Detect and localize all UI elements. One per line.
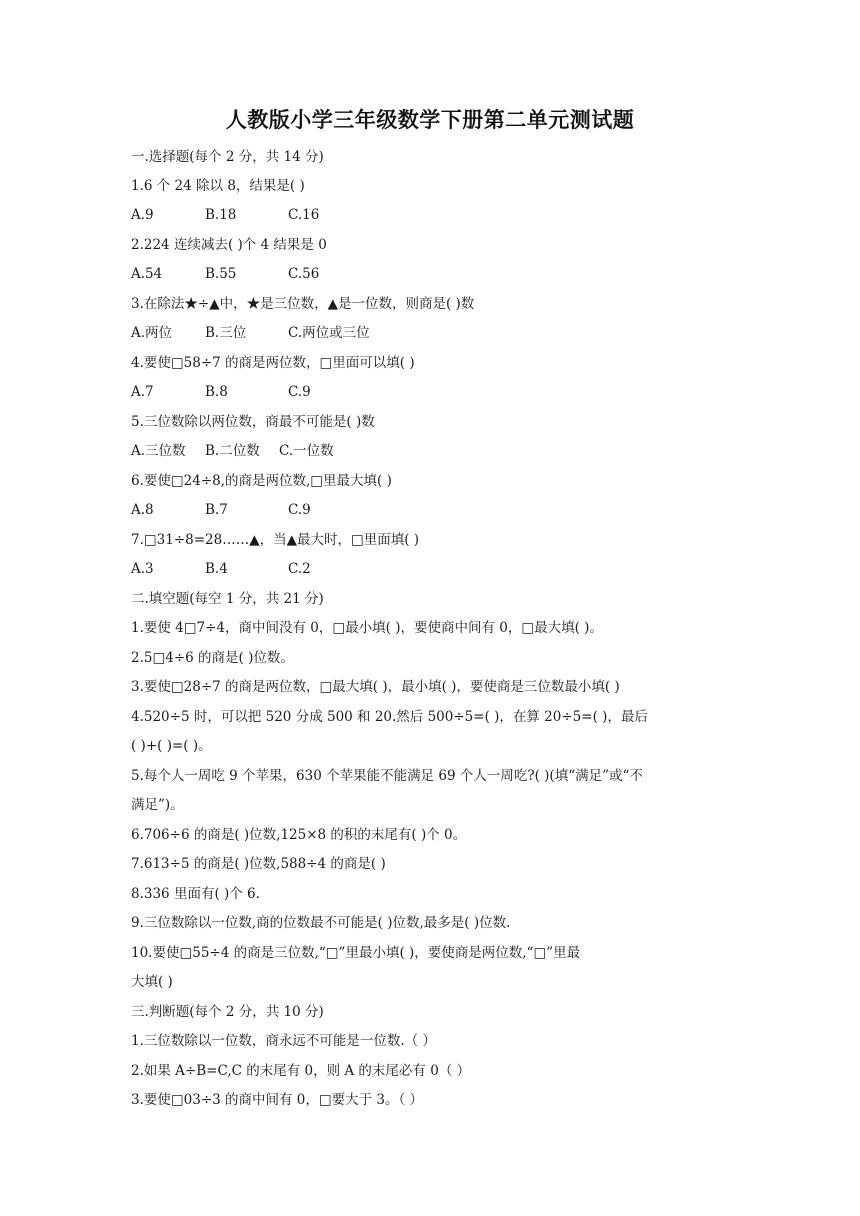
section-heading: 三.判断题(每个 2 分，共 10 分) [131,1004,324,1020]
option-c: C.一位数 [279,443,334,459]
question-text: 6.706÷6 的商是( )位数,125×8 的积的末尾有( )个 0。 [131,827,467,843]
question-text: 3.要使□28÷7 的商是两位数，□最大填( )，最小填( )，要使商是三位数最小填( ) [131,679,620,695]
option-b: B.8 [205,384,228,400]
question-text: 1.6 个 24 除以 8，结果是( ) [131,178,305,194]
question-text: 3.在除法★÷▲中，★是三位数，▲是一位数，则商是( )数 [131,296,475,312]
question-text: 9.三位数除以一位数,商的位数最不可能是( )位数,最多是( )位数. [131,915,511,931]
question-text: 8.336 里面有( )个 6. [131,886,260,902]
question-text: 3.要使□03÷3 的商中间有 0，□要大于 3。（ ） [131,1092,424,1108]
question-text: 1.要使 4□7÷4，商中间没有 0，□最小填( )，要使商中间有 0，□最大填( )。 [131,620,603,636]
question-text: 4.要使□58÷7 的商是两位数，□里面可以填( ) [131,355,415,371]
question-text: 1.三位数除以一位数，商永远不可能是一位数.（ ） [131,1033,436,1049]
option-c: C.9 [288,384,311,400]
question-text-continued: 大填( ) [131,974,173,990]
question-text: 10.要使□55÷4 的商是三位数,“□”里最小填( )，要使商是两位数,“□”里最 [131,945,581,961]
option-b: B.三位 [205,325,247,341]
option-b: B.55 [205,266,237,282]
option-a: A.三位数 [131,443,186,459]
question-text-continued: 满足”)。 [131,797,184,813]
question-text: 2.224 连续减去( )个 4 结果是 0 [131,237,327,253]
answer-options [131,265,736,283]
option-b: B.18 [205,207,237,223]
option-c: C.两位或三位 [288,325,370,341]
option-c: C.2 [288,561,311,577]
answer-options [131,206,736,224]
option-a: A.8 [131,502,154,518]
option-a: A.两位 [131,325,173,341]
answer-options [131,442,736,460]
answer-options [131,324,736,342]
option-a: A.3 [131,561,154,577]
answer-options [131,501,736,519]
question-text: 7.□31÷8=28……▲，当▲最大时，□里面填( ) [131,532,420,548]
option-b: B.4 [205,561,228,577]
question-text-continued: ( )+( )=( )。 [131,738,212,754]
option-a: A.7 [131,384,154,400]
option-b: B.二位数 [205,443,260,459]
question-text: 7.613÷5 的商是( )位数,588÷4 的商是( ) [131,856,386,872]
option-a: A.9 [131,207,154,223]
option-c: C.56 [288,266,320,282]
option-c: C.9 [288,502,311,518]
answer-options [131,560,736,578]
question-text: 2.如果 A÷B=C,C 的末尾有 0，则 A 的末尾必有 0（ ） [131,1063,471,1079]
section-heading: 二.填空题(每空 1 分，共 21 分) [131,591,324,607]
answer-options [131,383,736,401]
page-title: 人教版小学三年级数学下册第二单元测试题 [225,108,635,132]
option-b: B.7 [205,502,228,518]
option-a: A.54 [131,266,163,282]
question-text: 5.每个人一周吃 9 个苹果，630 个苹果能不能满足 69 个人一周吃?( )(填“满足”或“不 [131,768,643,784]
question-text: 4.520÷5 时，可以把 520 分成 500 和 20.然后 500÷5=( )，在算 20÷5=( )，最后 [131,709,648,725]
question-text: 2.5□4÷6 的商是( )位数。 [131,650,294,666]
question-text: 5.三位数除以两位数，商最不可能是( )数 [131,414,375,430]
question-text: 6.要使□24÷8,的商是两位数,□里最大填( ) [131,473,392,489]
option-c: C.16 [288,207,320,223]
section-heading: 一.选择题(每个 2 分，共 14 分) [131,149,324,165]
